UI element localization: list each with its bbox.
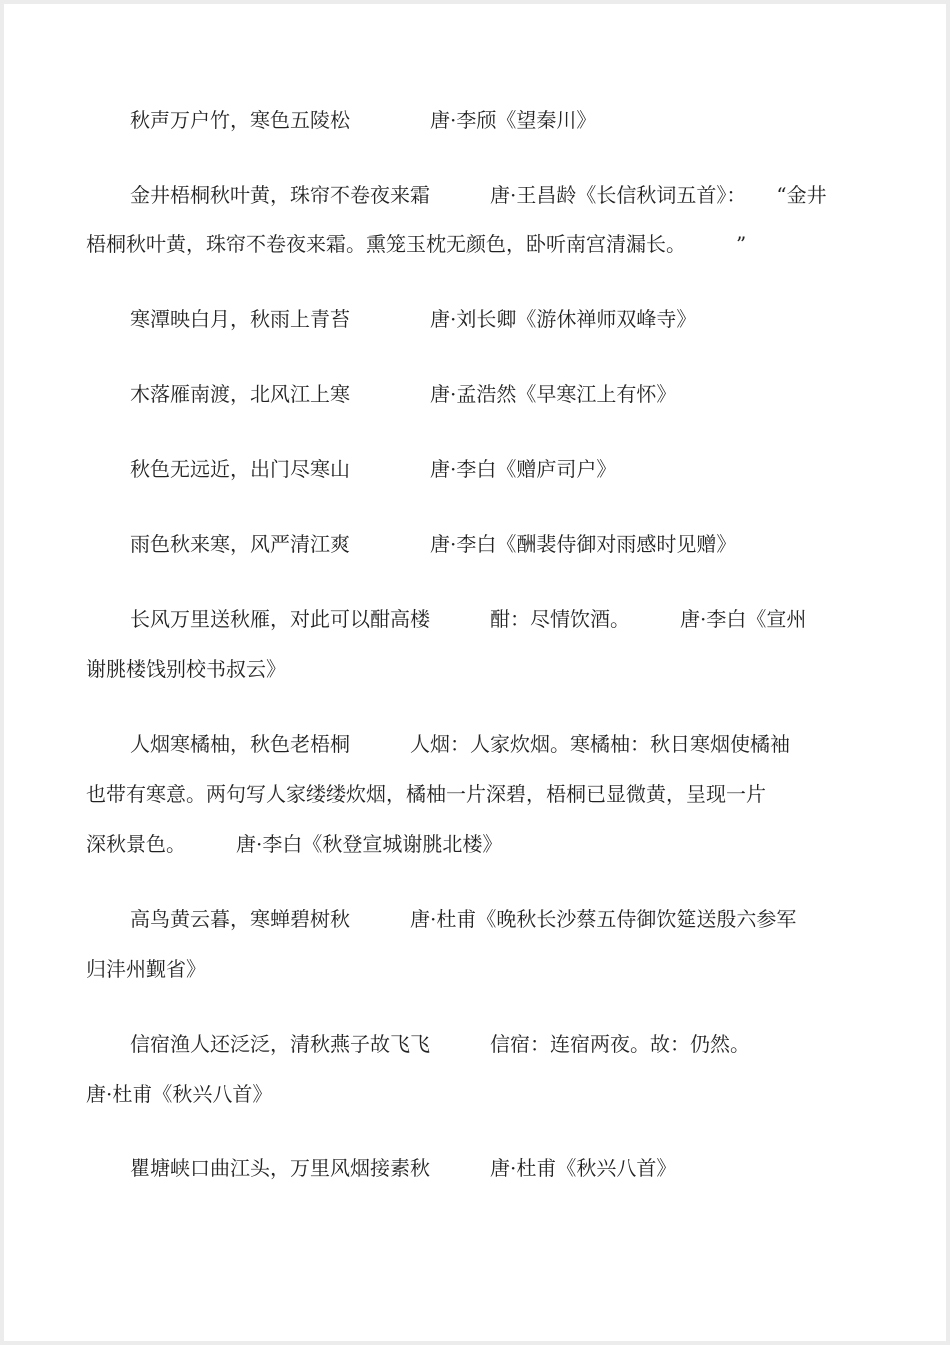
text-line: 高鸟黄云暮，寒蝉碧树秋 唐·杜甫《晚秋长沙蔡五侍御饮筵送殷六参军 — [130, 907, 797, 931]
text-line: 秋色无远近，出门尽寒山 唐·李白《赠庐司户》 — [130, 457, 617, 481]
text-line: 雨色秋来寒，风严清江爽 唐·李白《酬裴侍御对雨感时见赠》 — [130, 532, 737, 556]
text-line: 梧桐秋叶黄，珠帘不卷夜来霜。熏笼玉枕无颜色，卧听南宫清漏长。 ” — [86, 232, 747, 256]
document-page — [4, 4, 946, 1341]
text-line: 金井梧桐秋叶黄，珠帘不卷夜来霜 唐·王昌龄《长信秋词五首》： “金井 — [130, 183, 827, 207]
text-line: 长风万里送秋雁，对此可以酣高楼 酣：尽情饮酒。 唐·李白《宣州 — [130, 607, 807, 631]
text-line: 也带有寒意。两句写人家缕缕炊烟，橘柚一片深碧，梧桐已显微黄，呈现一片 — [86, 782, 766, 806]
text-line: 谢朓楼饯别校书叔云》 — [86, 657, 286, 681]
text-line: 信宿渔人还泛泛，清秋燕子故飞飞 信宿：连宿两夜。故：仍然。 — [130, 1032, 750, 1056]
text-line: 秋声万户竹，寒色五陵松 唐·李颀《望秦川》 — [130, 108, 597, 132]
text-line: 瞿塘峡口曲江头，万里风烟接素秋 唐·杜甫《秋兴八首》 — [130, 1156, 677, 1180]
text-line: 归沣州觐省》 — [86, 957, 206, 981]
text-line: 深秋景色。 唐·李白《秋登宣城谢朓北楼》 — [86, 832, 503, 856]
text-line: 唐·杜甫《秋兴八首》 — [86, 1082, 273, 1106]
text-line: 人烟寒橘柚，秋色老梧桐 人烟：人家炊烟。寒橘柚：秋日寒烟使橘袖 — [130, 732, 790, 756]
text-line: 寒潭映白月，秋雨上青苔 唐·刘长卿《游休禅师双峰寺》 — [130, 307, 697, 331]
text-line: 木落雁南渡，北风江上寒 唐·孟浩然《早寒江上有怀》 — [130, 382, 677, 406]
